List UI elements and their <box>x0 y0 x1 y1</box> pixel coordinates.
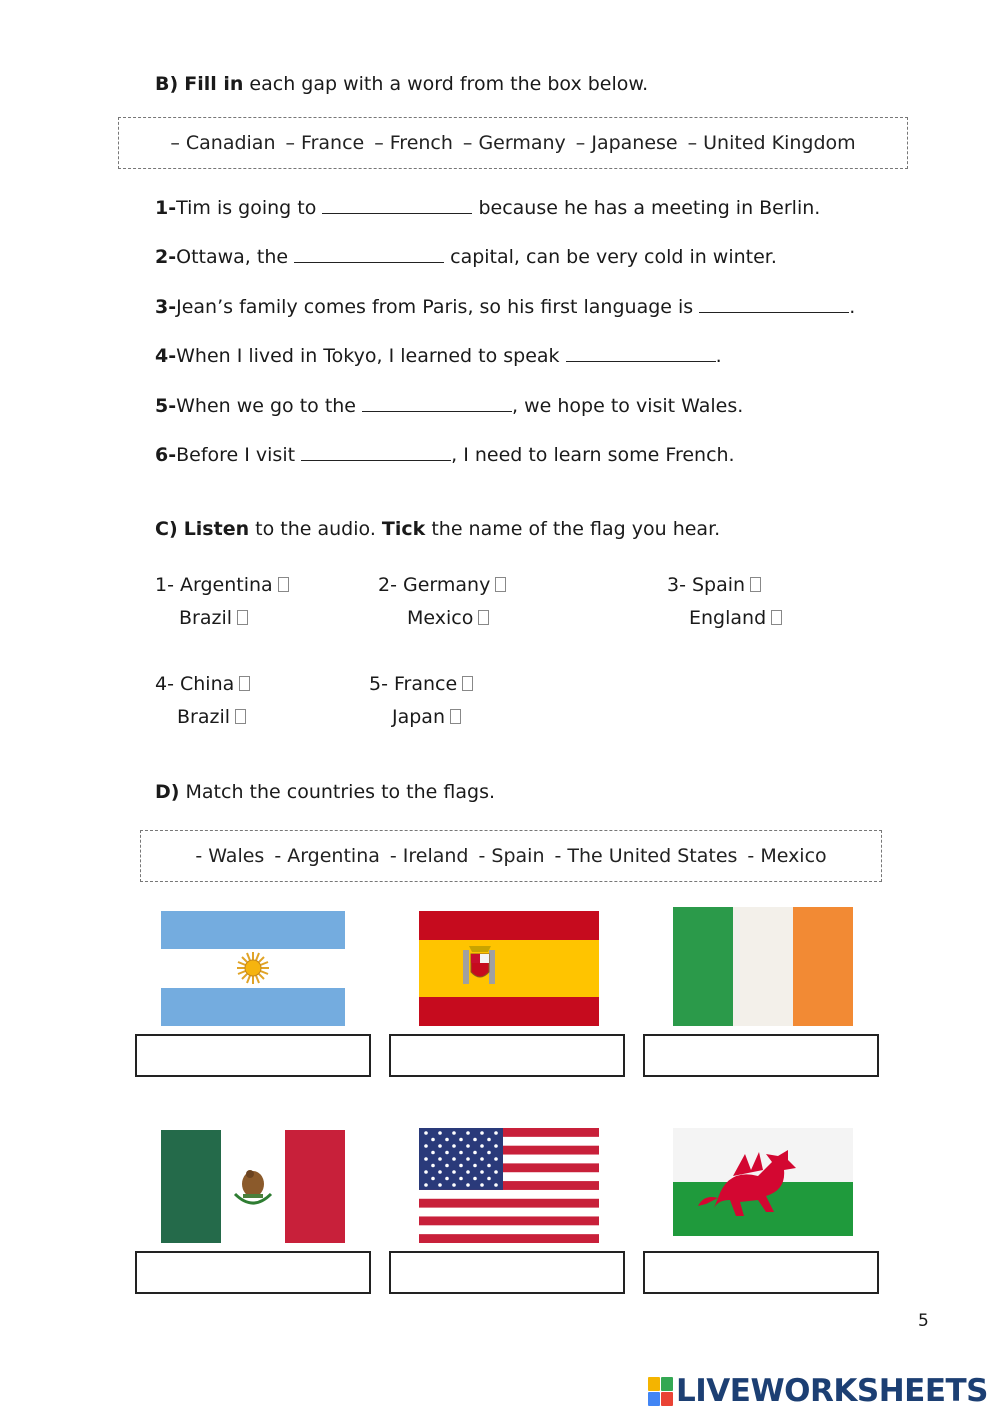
question-text: . <box>715 345 722 367</box>
answer-box-2[interactable] <box>389 1034 625 1077</box>
section-d-instruction <box>155 781 495 803</box>
option-label: Japan <box>392 706 445 728</box>
option-5a <box>369 673 473 695</box>
question-4 <box>155 345 722 367</box>
tick-checkbox[interactable] <box>450 709 461 724</box>
section-c-bold-tick: Tick <box>381 518 426 540</box>
word-united-states: - The United States <box>554 845 738 867</box>
word-canadian: – Canadian <box>170 132 276 154</box>
logo-text: LIVEWORKSHEETS <box>676 1373 988 1409</box>
question-text: Before I visit <box>176 444 302 466</box>
question-text: When we go to the <box>176 395 363 417</box>
word-french: – French <box>374 132 453 154</box>
section-c-label: C) <box>155 518 178 540</box>
mexico-flag-icon <box>161 1130 345 1243</box>
answer-box-6[interactable] <box>643 1251 879 1294</box>
option-2b <box>407 607 489 629</box>
question-text: When I lived in Tokyo, I learned to speak <box>176 345 566 367</box>
question-5 <box>155 395 743 417</box>
argentina-flag-icon <box>161 911 345 1026</box>
tick-checkbox[interactable] <box>478 610 489 625</box>
answer-box-5[interactable] <box>389 1251 625 1294</box>
word-japanese: – Japanese <box>575 132 678 154</box>
tick-checkbox[interactable] <box>750 577 761 592</box>
option-label: Brazil <box>177 706 231 728</box>
section-c-bold-listen: Listen <box>183 518 250 540</box>
option-3b <box>689 607 782 629</box>
tick-checkbox[interactable] <box>495 577 506 592</box>
section-d-label: D) <box>155 781 180 803</box>
option-2a <box>378 574 506 596</box>
word-box-d <box>140 830 882 882</box>
option-label: England <box>689 607 767 629</box>
section-b-instruction <box>155 73 648 95</box>
section-c-instruction <box>155 518 720 540</box>
logo-mark-icon <box>648 1377 673 1406</box>
ireland-flag-icon <box>673 907 853 1026</box>
question-1 <box>155 197 820 219</box>
answer-box-1[interactable] <box>135 1034 371 1077</box>
question-3 <box>155 296 855 318</box>
option-label: 2- Germany <box>378 574 491 596</box>
word-box-b <box>118 117 908 169</box>
option-4b <box>177 706 246 728</box>
answer-box-4[interactable] <box>135 1251 371 1294</box>
option-label: 4- China <box>155 673 235 695</box>
gap-input-5[interactable] <box>362 395 512 412</box>
question-number: 3- <box>155 296 177 318</box>
question-text: capital, can be very cold in winter. <box>444 246 777 268</box>
section-d-text: Match the countries to the flags. <box>179 781 496 803</box>
tick-checkbox[interactable] <box>237 610 248 625</box>
page-number: 5 <box>918 1311 929 1331</box>
section-b-text: each gap with a word from the box below. <box>243 73 649 95</box>
question-2 <box>155 246 777 268</box>
question-text: , I need to learn some French. <box>451 444 735 466</box>
gap-input-6[interactable] <box>301 444 451 461</box>
tick-checkbox[interactable] <box>239 676 250 691</box>
question-text: Ottawa, the <box>176 246 295 268</box>
usa-flag-icon <box>419 1128 599 1243</box>
gap-input-2[interactable] <box>294 246 444 263</box>
question-text: . <box>849 296 856 318</box>
wales-flag-icon <box>673 1128 853 1236</box>
gap-input-3[interactable] <box>699 296 849 313</box>
section-b-label: B) <box>155 73 179 95</box>
word-germany: – Germany <box>462 132 566 154</box>
section-b-bold: Fill in <box>184 73 244 95</box>
option-label: 3- Spain <box>667 574 746 596</box>
option-4a <box>155 673 250 695</box>
question-number: 1- <box>155 197 177 219</box>
option-1a <box>155 574 289 596</box>
word-wales: - Wales <box>195 845 265 867</box>
word-spain: - Spain <box>478 845 545 867</box>
liveworksheets-logo[interactable] <box>648 1373 988 1409</box>
option-1b <box>179 607 248 629</box>
question-number: 4- <box>155 345 177 367</box>
word-ireland: - Ireland <box>389 845 469 867</box>
option-label: 1- Argentina <box>155 574 273 596</box>
question-text: because he has a meeting in Berlin. <box>472 197 821 219</box>
word-argentina: - Argentina <box>274 845 380 867</box>
option-5b <box>392 706 461 728</box>
tick-checkbox[interactable] <box>235 709 246 724</box>
gap-input-4[interactable] <box>566 345 716 362</box>
tick-checkbox[interactable] <box>771 610 782 625</box>
question-number: 5- <box>155 395 177 417</box>
option-3a <box>667 574 761 596</box>
tick-checkbox[interactable] <box>278 577 289 592</box>
question-number: 2- <box>155 246 177 268</box>
word-france: – France <box>285 132 365 154</box>
option-label: 5- France <box>369 673 458 695</box>
question-6 <box>155 444 735 466</box>
word-mexico: - Mexico <box>747 845 827 867</box>
tick-checkbox[interactable] <box>462 676 473 691</box>
question-text: Tim is going to <box>176 197 323 219</box>
question-text: Jean’s family comes from Paris, so his first language is <box>176 296 700 318</box>
option-label: Brazil <box>179 607 233 629</box>
option-label: Mexico <box>407 607 474 629</box>
section-c-text: to the audio. <box>249 518 382 540</box>
gap-input-1[interactable] <box>322 197 472 214</box>
question-number: 6- <box>155 444 177 466</box>
answer-box-3[interactable] <box>643 1034 879 1077</box>
spain-flag-icon <box>419 911 599 1026</box>
question-text: , we hope to visit Wales. <box>512 395 744 417</box>
word-united-kingdom: – United Kingdom <box>687 132 856 154</box>
section-c-text: the name of the flag you hear. <box>425 518 721 540</box>
